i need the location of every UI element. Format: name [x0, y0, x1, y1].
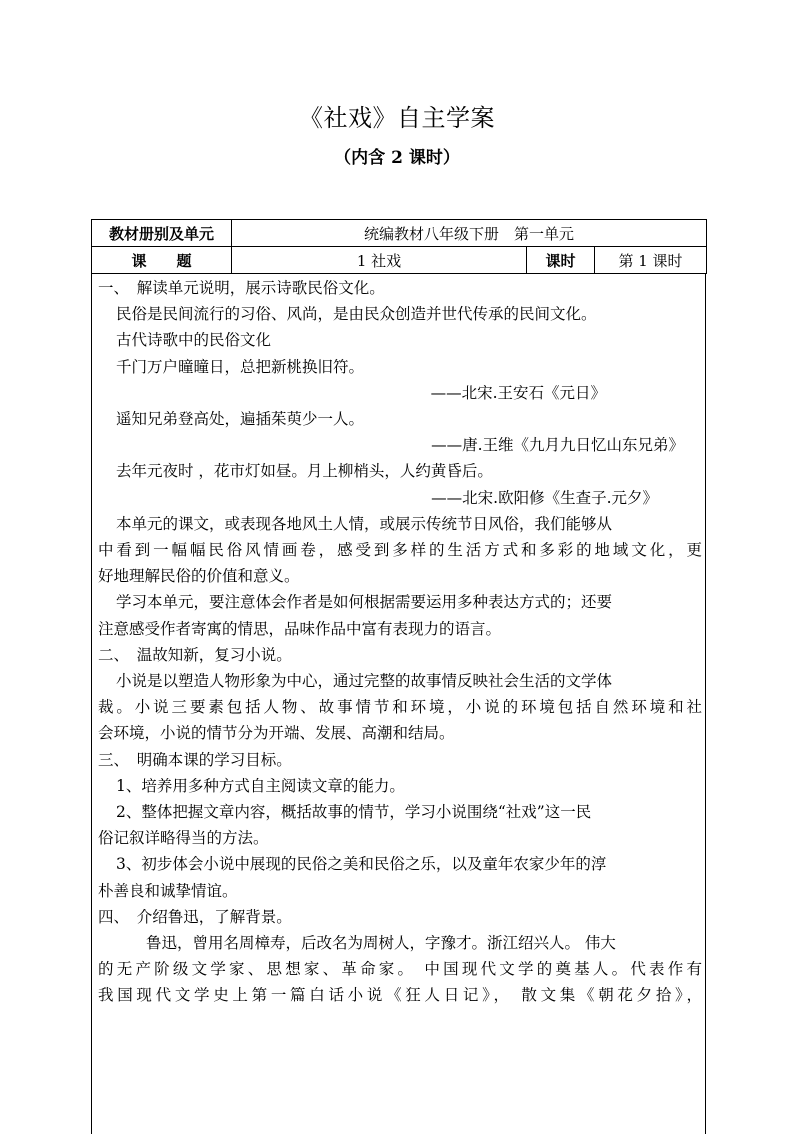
objective-item: 1、培养用多种方式自主阅读文章的能力。	[116, 776, 405, 795]
content-body	[98, 275, 702, 1009]
paragraph-line: 裁。小说三要素包括人物、故事情节和环境，小说的环境包括自然环境和社	[98, 698, 702, 717]
section-heading-1: 一、 解读单元说明，展示诗歌民俗文化。	[98, 279, 385, 297]
paragraph-line: 会环境，小说的情节分为开端、发展、高潮和结局。	[98, 724, 455, 743]
section-heading-2: 二、 温故知新，复习小说。	[98, 645, 292, 664]
document-subtitle: （内含 2 课时）	[334, 148, 460, 168]
paragraph-line: 我国现代文学史上第一篇白话小说《狂人日记》， 散文集《朝花夕拾》，	[98, 986, 702, 1005]
table-row	[92, 247, 707, 274]
section-heading-4: 四、 介绍鲁迅，了解背景。	[98, 907, 292, 926]
content-box	[91, 274, 706, 1134]
period-value: 第 1 课时	[595, 247, 707, 274]
paragraph-line: 鲁迅，曾用名周樟寿，后改名为周树人，字豫才。浙江绍兴人。 伟大	[146, 934, 616, 953]
textbook-unit-label: 教材册别及单元	[92, 220, 232, 247]
document-title: 《社戏》自主学案	[299, 104, 495, 132]
paragraph-line: 中看到一幅幅民俗风情画卷，感受到多样的生活方式和多彩的地域文化，更	[98, 541, 702, 560]
paragraph-line: 小说是以塑造人物形象为中心，通过完整的故事情反映社会生活的文学体	[116, 672, 613, 691]
paragraph-line: 本单元的课文，或表现各地风土人情，或展示传统节日风俗，我们能够从	[116, 514, 613, 533]
poem-line: 千门万户曈曈日，总把新桃换旧符。	[116, 357, 365, 376]
paragraph-line: 学习本单元，要注意体会作者是如何根据需要运用多种表达方式的；还要	[116, 593, 613, 612]
objective-item: 2、整体把握文章内容，概括故事的情节，学习小说围绕“社戏”这一民	[116, 803, 592, 822]
objective-item: 3、初步体会小说中展现的民俗之美和民俗之乐，以及童年农家少年的淳	[116, 855, 607, 874]
table-row	[92, 220, 707, 247]
objective-item: 朴善良和诚挚情谊。	[98, 881, 238, 900]
poem-source: ——北宋.王安石《元日》	[430, 383, 606, 402]
paragraph-line: 注意感受作者寄寓的情思，品味作品中富有表现力的语言。	[98, 619, 502, 638]
topic-value: 1 社戏	[232, 247, 527, 274]
topic-label: 课 题	[92, 247, 232, 274]
poem-line: 遥知兄弟登高处，遍插茱萸少一人。	[116, 410, 365, 429]
objective-item: 俗记叙详略得当的方法。	[98, 829, 269, 848]
poem-source: ——北宋.欧阳修《生查子.元夕》	[431, 488, 658, 507]
poem-source: ——唐.王维《九月九日忆山东兄弟》	[431, 436, 684, 455]
paragraph-line: 好地理解民俗的价值和意义。	[98, 567, 300, 586]
paragraph-line: 的无产阶级文学家、思想家、革命家。 中国现代文学的奠基人。代表作有	[98, 960, 702, 979]
period-label: 课时	[527, 247, 595, 274]
lesson-info-table	[91, 219, 707, 274]
paragraph-line: 民俗是民间流行的习俗、风尚，是由民众创造并世代传承的民间文化。	[116, 305, 597, 324]
paragraph-line: 古代诗歌中的民俗文化	[116, 331, 272, 350]
textbook-unit-value: 统编教材八年级下册 第一单元	[232, 220, 707, 247]
section-heading-3: 三、 明确本课的学习目标。	[98, 750, 292, 769]
poem-line: 去年元夜时 ，花市灯如昼。月上柳梢头，人约黄昏后。	[116, 462, 493, 481]
